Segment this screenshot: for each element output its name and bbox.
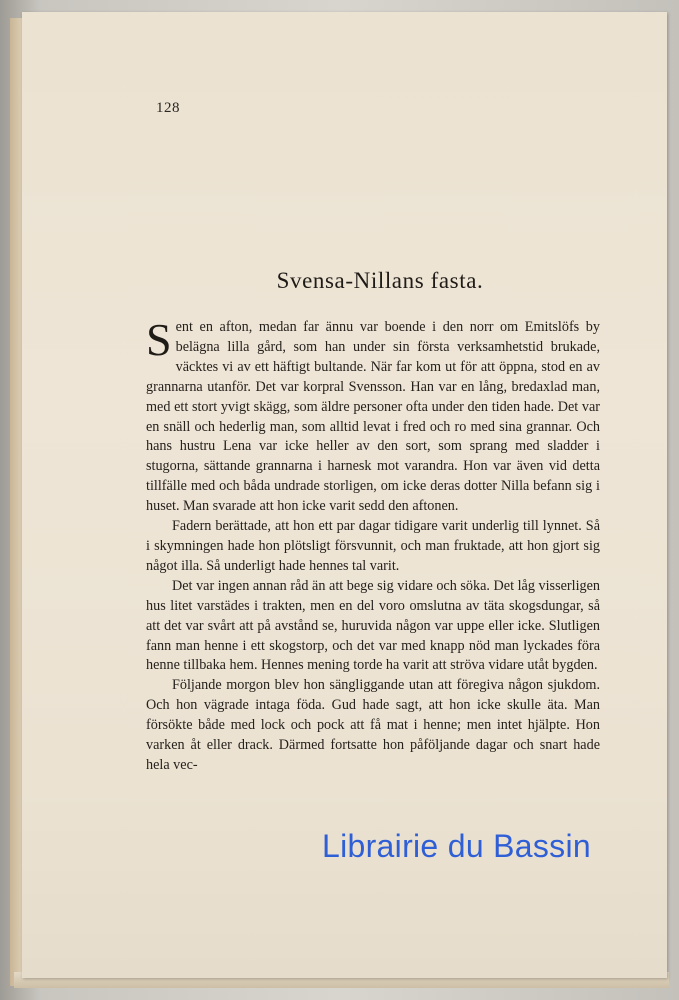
paragraph-1-text: ent en afton, medan far ännu var boende i den norr om Emitslöfs by belägna lilla gård, som han under sin första verksamhetstid brukade, väcktes vi av ett häftigt bultande. När far kom ut för att öppna, stod en av grannarna utanför. Det var korpral Svensson. Han var en lång, bredaxlad man, med ett stort yvigt skägg, som äldre personer ofta under den tiden hade. Det var en snäll och hederlig man, som alltid levat i fred och ro med sina grannar. Och hans hustru Lena var icke heller av den sort, som sprang med sladder i stugorna, sättande grannarna i harnesk mot varandra. Hon var även vid detta tillfälle med och båda undrade storligen, om icke deras dotter Nilla befann sig i huset. Man svarade att hon icke varit sedd den aftonen. [146, 319, 600, 515]
body-text [146, 314, 600, 776]
paragraph-2: Fadern berättade, att hon ett par dagar tidigare varit underlig till lynnet. Så i skymningen hade hon plötsligt försvunnit, och man fruktade, att hon gjort sig något illa. Så underligt hade hennes tal varit. [146, 518, 600, 574]
paragraph-4: Följande morgon blev hon sängliggande utan att föregiva någon sjukdom. Och hon vägrade intaga föda. Gud hade sagt, att hon icke skulle äta. Man försökte både med lock och pock att få mat i henne; men intet hjälpte. Hon varken åt eller drack. Därmed fortsatte hon påföljande dagar och snart hade hela vec- [146, 677, 600, 773]
page-number: 128 [156, 100, 180, 116]
seller-watermark: Librairie du Bassin [322, 828, 591, 864]
drop-cap: S [146, 314, 172, 365]
chapter-title: Svensa-Nillans fasta. [276, 268, 484, 293]
paragraph-1 [146, 314, 600, 517]
paragraph-3: Det var ingen annan råd än att bege sig vidare och söka. Det låg visserligen hus litet varstädes i trakten, men en del voro omslutna av täta skogsdungar, så att det var svårt att på avstånd se, huruvida någon var uppe eller icke. Slutligen fann man henne i ett skogstorp, och det var med knapp nöd man lyckades föra henne tillbaka hem. Hennes mening torde ha varit att ströva vidare utåt bygden. [146, 577, 600, 674]
